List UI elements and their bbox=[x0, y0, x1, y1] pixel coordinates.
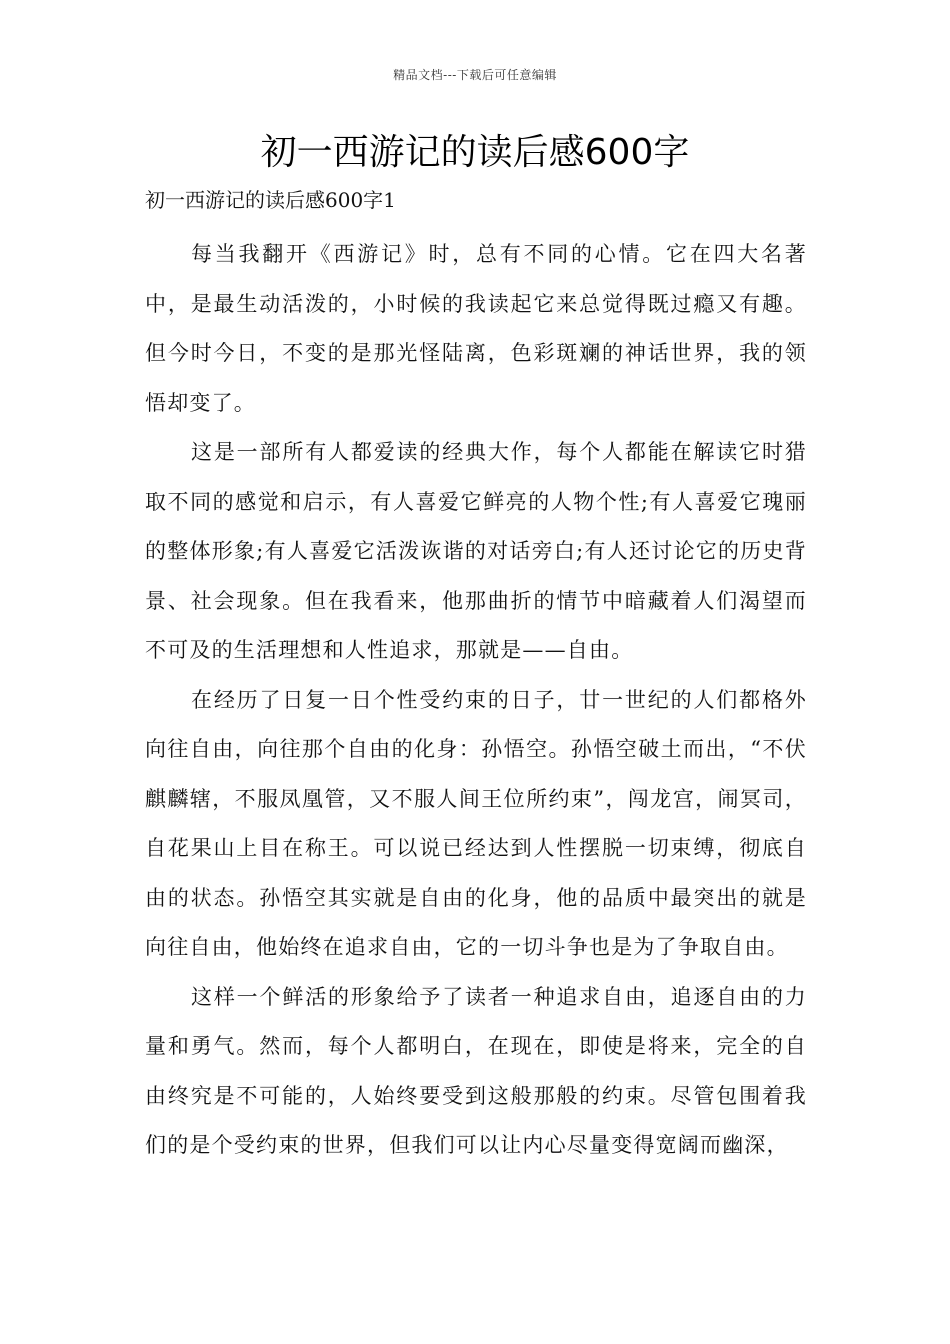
paragraph: 这是一部所有人都爱读的经典大作，每个人都能在解读它时猎取不同的感觉和启示，有人喜爱它鲜亮的人物个性;有人喜爱它瑰丽的整体形象;有人喜爱它活泼诙谐的对话旁白;有人还讨论它的历史背景、社会现象。但在我看来，他那曲折的情节中暗藏着人们渴望而不可及的生活理想和人性追求，那就是——自由。 bbox=[145, 440, 807, 662]
paragraph: 这样一个鲜活的形象给予了读者一种追求自由，追逐自由的力量和勇气。然而，每个人都明白，在现在，即使是将来，完全的自由终究是不可能的，人始终要受到这般那般的约束。尽管包围着我们的是个受约束的世界，但我们可以让内心尽量变得宽阔而幽深， bbox=[145, 984, 807, 1157]
section-heading: 初一西游记的读后感600字1 bbox=[145, 188, 396, 212]
document-body bbox=[145, 230, 807, 1171]
document-title: 初一西游记的读后感600字 bbox=[260, 132, 690, 173]
header-note: 精品文档---下载后可任意编辑 bbox=[393, 68, 557, 82]
paragraph: 在经历了日复一日个性受约束的日子，廿一世纪的人们都格外向往自由，向往那个自由的化身：孙悟空。孙悟空破土而出，“不伏麒麟辖，不服凤凰管，又不服人间王位所约束”，闯龙宫，闹冥司，自花果山上目在称王。可以说已经达到人性摆脱一切束缚，彻底自由的状态。孙悟空其实就是自由的化身，他的品质中最突出的就是向往自由，他始终在追求自由，它的一切斗争也是为了争取自由。 bbox=[145, 687, 807, 959]
paragraph: 每当我翻开《西游记》时，总有不同的心情。它在四大名著中，是最生动活泼的，小时候的我读起它来总觉得既过瘾又有趣。但今时今日，不变的是那光怪陆离，色彩斑斓的神话世界，我的领悟却变了。 bbox=[145, 242, 807, 415]
